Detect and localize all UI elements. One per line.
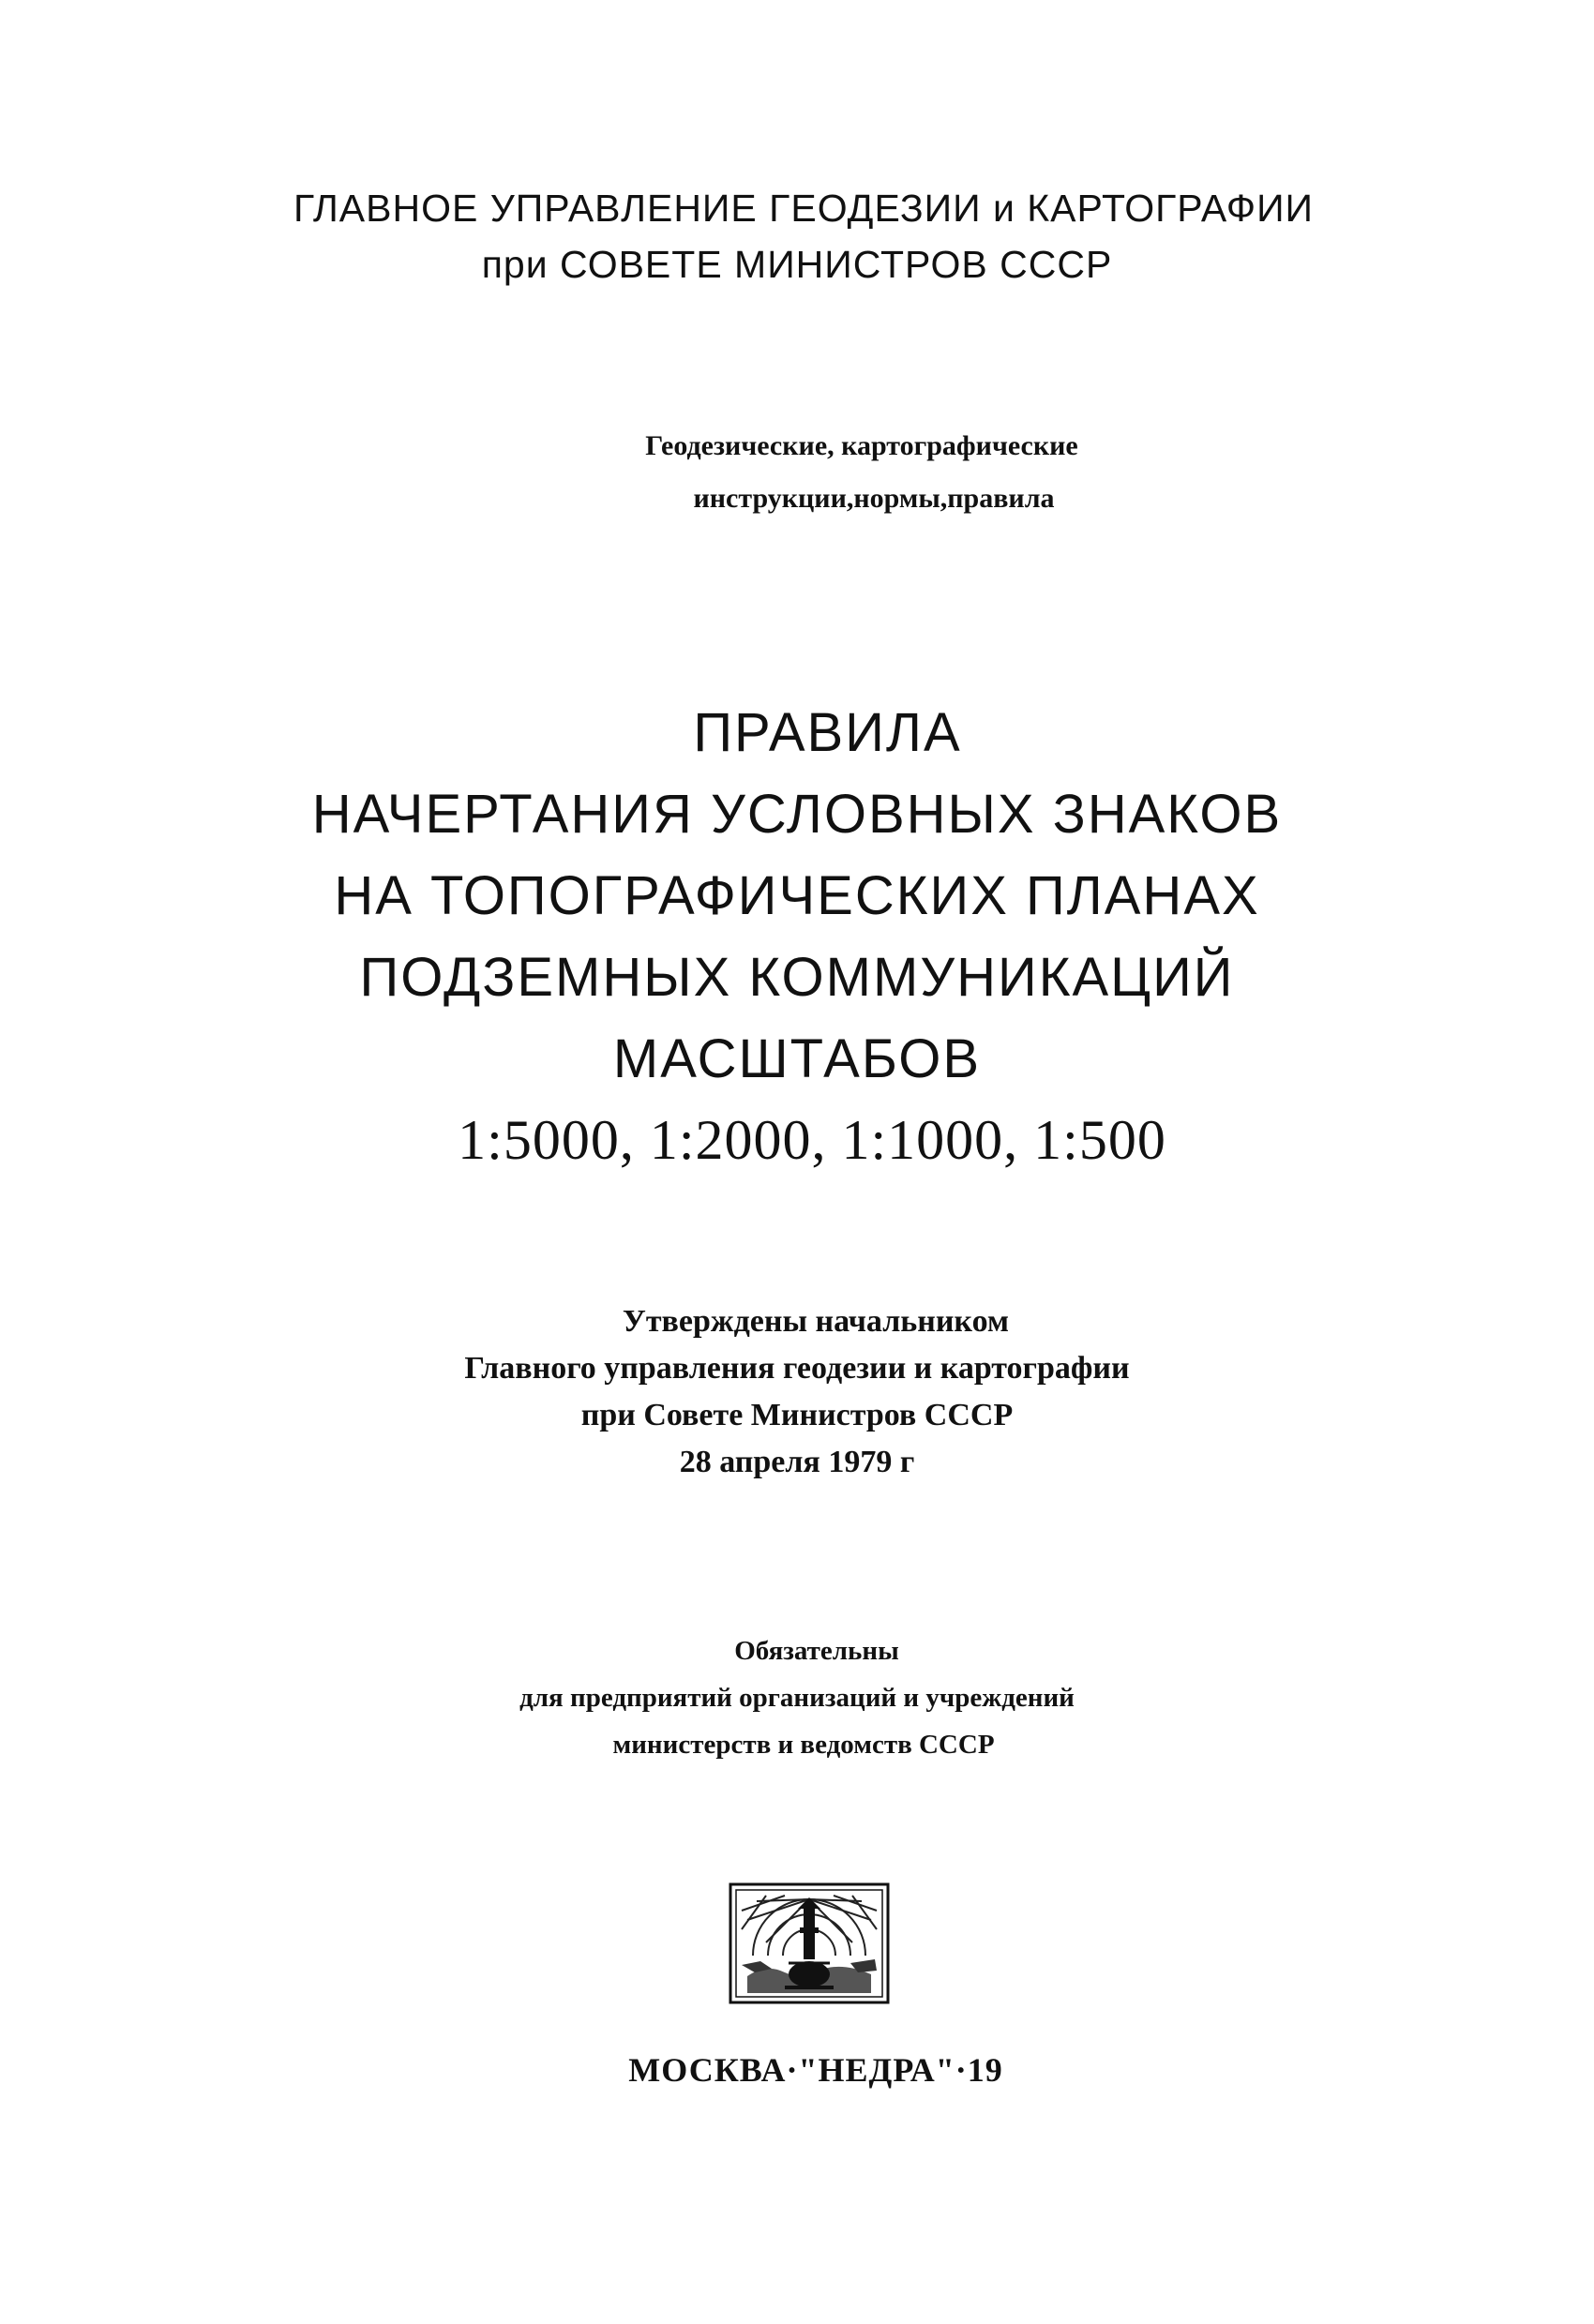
mandatory-line: министерств и ведомств СССР	[612, 1730, 995, 1760]
series-line-1: Геодезические, картографические	[645, 430, 1078, 461]
publisher-emblem-icon	[729, 1882, 890, 2004]
agency-header	[0, 180, 1594, 292]
approval-date: 28 апреля 1979 г	[679, 1445, 915, 1479]
mandatory-note	[0, 1627, 1594, 1768]
agency-name: ГЛАВНОЕ УПРАВЛЕНИЕ ГЕОДЕЗИИ и КАРТОГРАФИИ	[293, 187, 1315, 230]
mandatory-line: для предприятий организаций и учреждений	[519, 1683, 1075, 1713]
title-line: НАЧЕРТАНИЯ УСЛОВНЫХ ЗНАКОВ	[311, 784, 1283, 845]
approval-line: Утверждены начальником	[622, 1304, 1010, 1339]
publisher-footer	[0, 2047, 1594, 2093]
approval-note	[0, 1298, 1594, 1486]
agency-subordination: при СОВЕТЕ МИНИСТРОВ СССР	[481, 243, 1113, 286]
approval-line: при Совете Министров СССР	[580, 1398, 1014, 1432]
document-title	[0, 692, 1594, 1181]
series-title	[0, 420, 1594, 525]
title-line: ПОДЗЕМНЫХ КОММУНИКАЦИЙ	[359, 947, 1235, 1008]
series-line-2: инструкции,нормы,правила	[693, 483, 1055, 514]
title-line: МАСШТАБОВ	[612, 1028, 982, 1089]
publisher-imprint: МОСКВА·"НЕДРА"·19	[628, 2051, 1003, 2089]
approval-line: Главного управления геодезии и картографии	[464, 1351, 1130, 1386]
title-line: ПРАВИЛА	[693, 702, 962, 763]
title-line: НА ТОПОГРАФИЧЕСКИХ ПЛАНАХ	[334, 865, 1260, 926]
mandatory-line: Обязательны	[734, 1636, 899, 1666]
title-scales: 1:5000, 1:2000, 1:1000, 1:500	[458, 1109, 1166, 1171]
